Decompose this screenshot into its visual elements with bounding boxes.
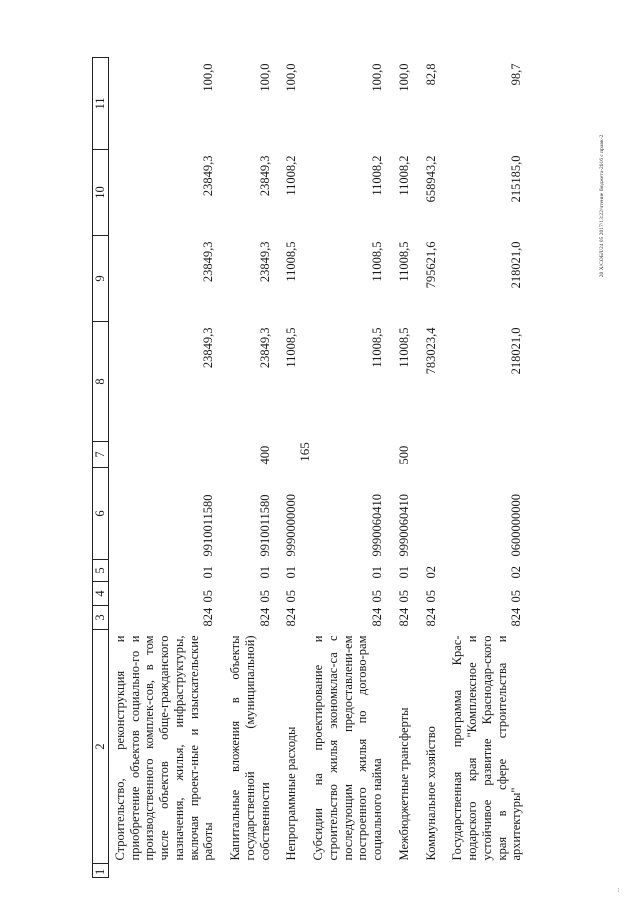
cell-rz: 05 bbox=[257, 590, 272, 603]
header-cell: 3 bbox=[93, 606, 109, 630]
row-name: Государственная программа Крас-нодарского края "Комплексное и устойчивое развитие Краснодар-ского края в сфере строительства и архитектуры" bbox=[450, 635, 524, 861]
cell-approved: 11008,5 bbox=[370, 327, 384, 368]
cell-ved: 824 bbox=[257, 607, 272, 627]
cell-vr bbox=[108, 442, 217, 468]
cell-approved: 11008,5 bbox=[284, 327, 299, 368]
cell-executed: 11008,2 bbox=[284, 155, 299, 196]
cell-refined: 11008,5 bbox=[396, 241, 411, 282]
header-cell: 6 bbox=[93, 468, 109, 560]
row-name: Строительство, реконструкция и приобретение объектов социально-го и производственного комплек-сов, в том числе объектов обще-гражданского назначения, жилья, инфраструктуры, включая проект-ные и изыскательские работы bbox=[112, 635, 216, 861]
header-cell: 2 bbox=[93, 630, 109, 864]
table-row bbox=[227, 58, 273, 878]
cell-rz: 05 bbox=[423, 590, 438, 603]
cell-ved: 824 bbox=[396, 607, 411, 627]
cell-percent: 82,8 bbox=[423, 63, 438, 86]
cell-vr bbox=[449, 442, 525, 468]
row-name: Капитальные вложения в объекты государственной (муниципальной) собственности bbox=[228, 635, 272, 861]
side-mark: ... bbox=[615, 887, 621, 893]
table-row bbox=[283, 58, 300, 878]
cell-vr bbox=[283, 442, 300, 468]
cell-refined: 218021,0 bbox=[509, 241, 524, 289]
cell-rz: 05 bbox=[370, 590, 384, 603]
cell-approved: 783023,4 bbox=[423, 327, 438, 375]
cell-refined: 23849,3 bbox=[257, 241, 272, 283]
table-header-row bbox=[93, 58, 109, 878]
cell-refined: 11008,5 bbox=[370, 241, 384, 282]
cell-refined: 795621,6 bbox=[423, 241, 438, 289]
header-cell: 10 bbox=[93, 150, 109, 236]
cell-csr: 9990000000 bbox=[284, 494, 299, 557]
cell-rz: 05 bbox=[509, 590, 524, 603]
cell-percent: 100,0 bbox=[370, 63, 384, 92]
cell-ved: 824 bbox=[284, 607, 299, 627]
rotated-table-wrapper bbox=[92, 58, 587, 878]
cell-approved: 23849,3 bbox=[201, 327, 216, 369]
cell-vr bbox=[423, 442, 440, 468]
cell-rz: 05 bbox=[201, 590, 216, 603]
cell-percent: 100,0 bbox=[257, 63, 272, 92]
cell-executed: 23849,3 bbox=[201, 155, 216, 197]
table-row bbox=[423, 58, 440, 878]
cell-percent: 100,0 bbox=[201, 63, 216, 92]
cell-pr: 01 bbox=[284, 566, 299, 579]
cell-vr bbox=[310, 442, 386, 468]
header-cell: 8 bbox=[93, 322, 109, 442]
table-row bbox=[310, 58, 386, 878]
cell-refined: 23849,3 bbox=[201, 241, 216, 283]
header-cell: 9 bbox=[93, 236, 109, 322]
cell-ved: 824 bbox=[370, 607, 384, 627]
cell-csr bbox=[423, 468, 440, 560]
cell-csr: 9990060410 bbox=[396, 494, 411, 557]
cell-pr: 01 bbox=[201, 566, 216, 579]
cell-rz: 05 bbox=[396, 590, 411, 603]
footer-code: 20 Х/СОБЛ/24 05 2017/13:22/чтение бюджета-2016 с правк-2 bbox=[599, 134, 605, 278]
cell-pr: 02 bbox=[509, 566, 524, 579]
cell-ved: 824 bbox=[423, 607, 438, 627]
cell-ved: 824 bbox=[201, 607, 216, 627]
cell-pr: 01 bbox=[396, 566, 411, 579]
cell-executed: 11008,2 bbox=[396, 155, 411, 196]
row-name: Коммунальное хозяйство bbox=[423, 726, 438, 861]
cell-approved: 23849,3 bbox=[257, 327, 272, 369]
header-cell: 11 bbox=[93, 58, 109, 150]
cell-vr: 500 bbox=[396, 445, 411, 465]
cell-executed: 215185,0 bbox=[509, 155, 524, 203]
table-row bbox=[396, 58, 413, 878]
row-name: Непрограммные расходы bbox=[284, 726, 299, 861]
cell-vr: 400 bbox=[257, 445, 272, 465]
cell-approved: 218021,0 bbox=[509, 327, 524, 375]
cell-rz: 05 bbox=[284, 590, 299, 603]
header-cell: 1 bbox=[93, 864, 109, 878]
cell-executed: 658943,2 bbox=[423, 155, 438, 203]
header-cell: 7 bbox=[93, 442, 109, 468]
cell-executed: 23849,3 bbox=[257, 155, 272, 197]
row-name: Субсидии на проектирование и строительство жилья экономклас-са с последующим предоставлени-ем построенного жилья по догово-рам социального найма bbox=[311, 635, 384, 861]
cell-refined: 11008,5 bbox=[284, 241, 299, 282]
cell-executed: 11008,2 bbox=[370, 155, 384, 196]
cell-pr: 01 bbox=[370, 566, 384, 579]
cell-pr: 01 bbox=[257, 566, 272, 579]
row-name: Межбюджетные трансферты bbox=[396, 707, 411, 861]
cell-approved: 11008,5 bbox=[396, 327, 411, 368]
budget-table bbox=[92, 57, 525, 878]
header-cell: 5 bbox=[93, 560, 109, 582]
cell-csr: 9910011580 bbox=[257, 494, 272, 557]
cell-percent: 100,0 bbox=[396, 63, 411, 92]
cell-csr: 9910011580 bbox=[201, 494, 216, 557]
cell-percent: 100,0 bbox=[284, 63, 299, 92]
table-row bbox=[449, 58, 525, 878]
page-number: 165 bbox=[297, 442, 312, 462]
cell-ved: 824 bbox=[509, 607, 524, 627]
cell-csr: 0600000000 bbox=[509, 494, 524, 557]
cell-csr: 9990060410 bbox=[370, 494, 384, 557]
cell-pr: 02 bbox=[423, 566, 438, 579]
header-cell: 4 bbox=[93, 582, 109, 606]
cell-percent: 98,7 bbox=[509, 63, 524, 86]
table-row bbox=[108, 58, 217, 878]
